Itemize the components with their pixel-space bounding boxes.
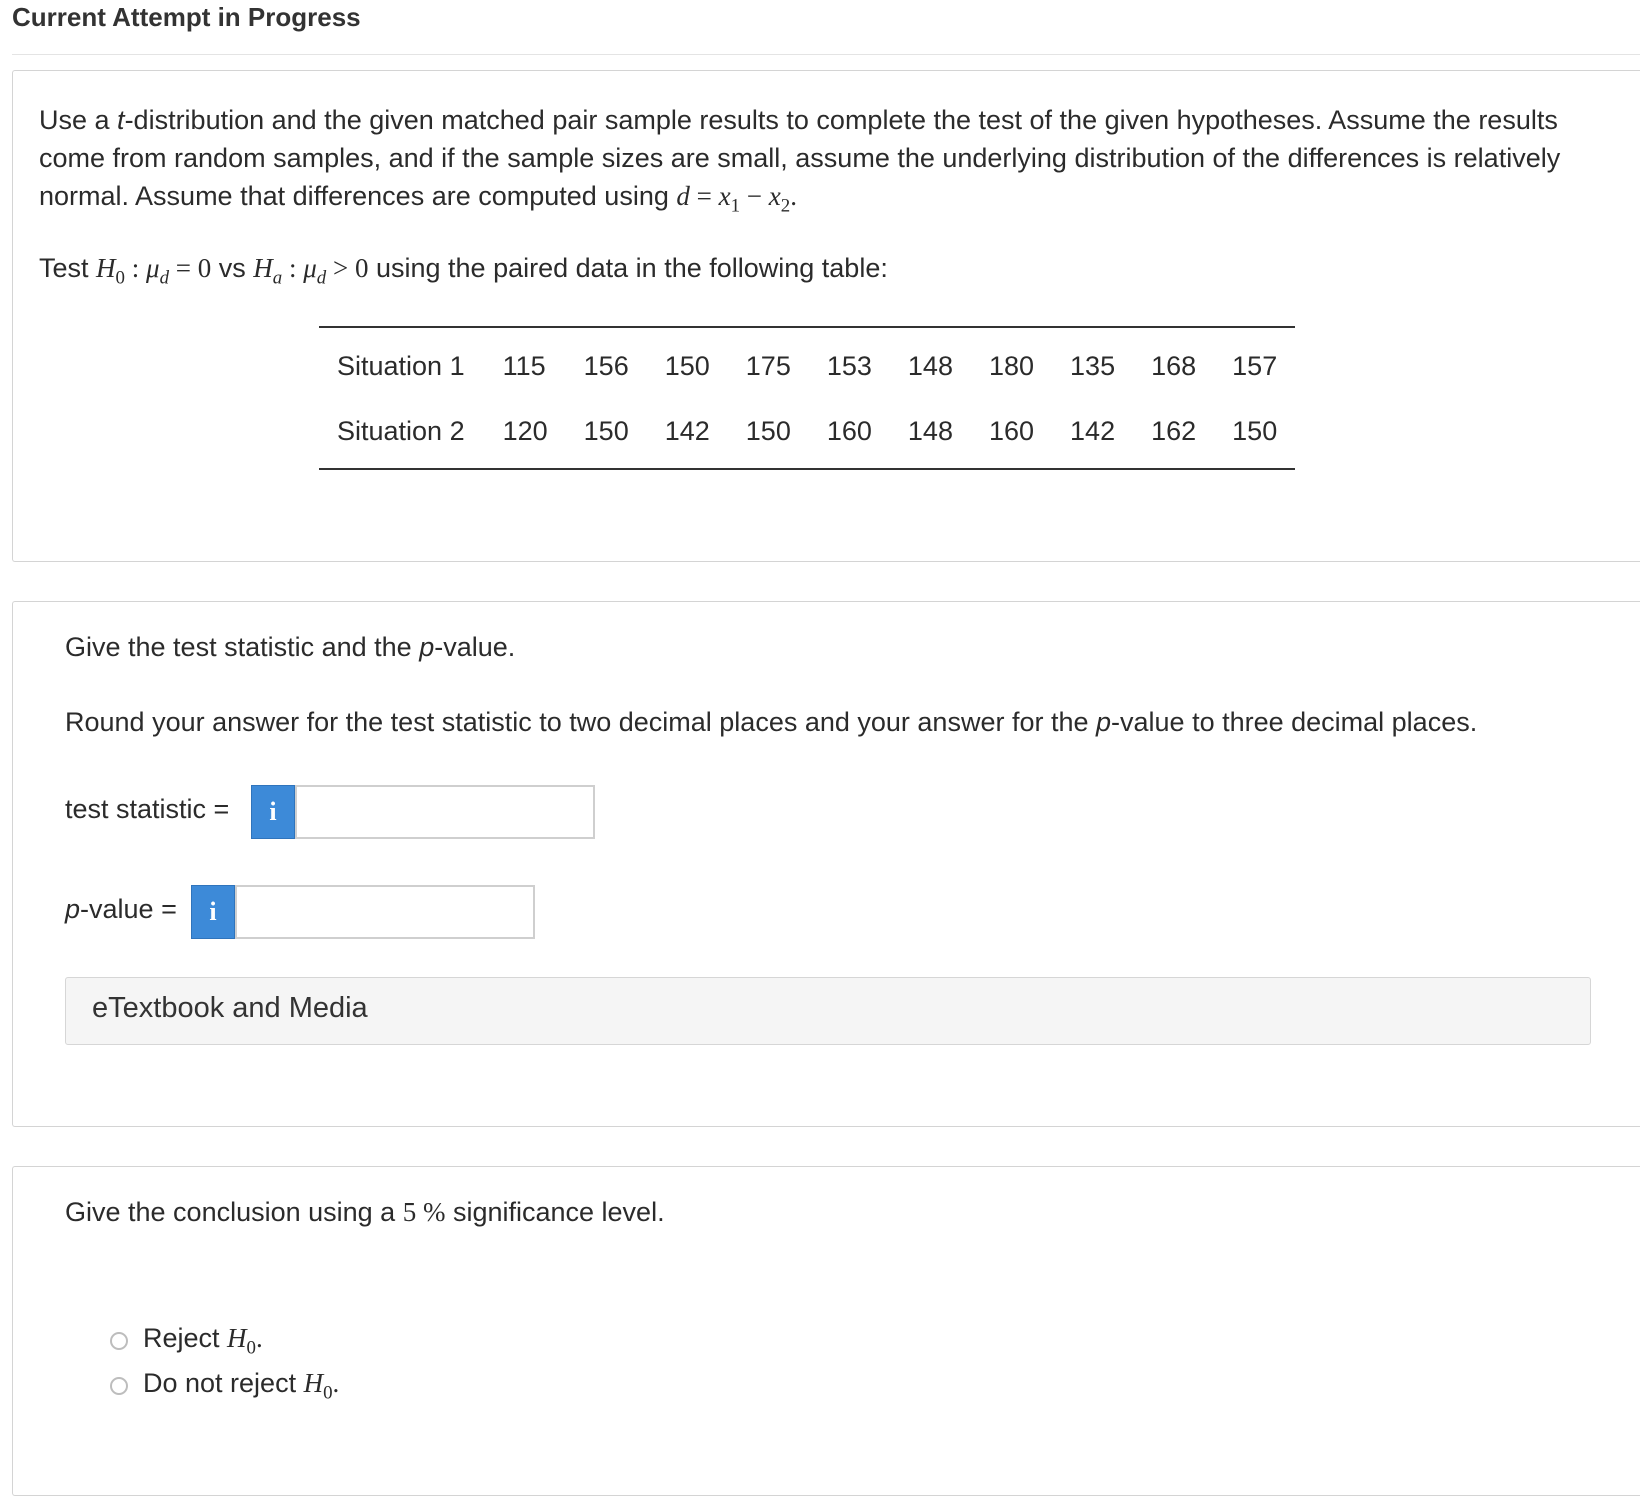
table-cell: 142 (664, 416, 710, 446)
problem-card (12, 70, 1640, 562)
test-statistic-label: test statistic = (65, 794, 230, 824)
do-not-reject-h0-radio[interactable] (110, 1377, 128, 1395)
table-cell: 135 (1070, 351, 1116, 381)
table-cell: 150 (745, 416, 791, 446)
table-cell: 162 (1151, 416, 1197, 446)
table-cell: 156 (583, 351, 629, 381)
page-header (12, 0, 1640, 55)
test-statistic-input[interactable] (295, 785, 595, 839)
table-cell: 150 (583, 416, 629, 446)
part1-card (12, 601, 1640, 1127)
reject-h0-label: Reject $H_0$. (143, 1323, 263, 1359)
part2-card (12, 1166, 1640, 1496)
option-do-not-reject-h0[interactable] (110, 1368, 339, 1404)
hypotheses-statement: Test $H_0$ : $\mu_d = 0$ vs $H_a$ : $\mu_d > 0$ using the paired data in the following table: (39, 253, 888, 289)
etextbook-media-label: eTextbook and Media (92, 992, 368, 1024)
etextbook-media-button[interactable] (65, 977, 1591, 1045)
table-cell: 175 (745, 351, 791, 381)
problem-intro: Use a t-distribution and the given matched pair sample results to complete the test of the given hypotheses. Assume the results come from random samples, and if the sample sizes are small, assume the underlying distribution of the differences is relatively normal. Assume that differences are computed using $d = x_1 - x_2$. (39, 105, 1561, 217)
table-cell: 153 (826, 351, 872, 381)
row-label: Situation 2 (337, 416, 465, 446)
conclusion-prompt: Give the conclusion using a 5 % significance level. (65, 1197, 665, 1227)
page-title: Current Attempt in Progress (12, 2, 361, 32)
part1-prompt: Give the test statistic and the p-value. (65, 632, 516, 662)
table-cell: 150 (664, 351, 710, 381)
table-cell: 120 (502, 416, 548, 446)
table-cell: 150 (1232, 416, 1278, 446)
table-cell: 180 (988, 351, 1035, 381)
paired-data-table (319, 326, 1295, 470)
table-cell: 142 (1070, 416, 1116, 446)
table-cell: 160 (988, 416, 1035, 446)
row-label: Situation 1 (337, 351, 465, 381)
table-row (319, 399, 1295, 469)
table-row (319, 327, 1295, 399)
table-cell: 148 (907, 351, 953, 381)
reject-h0-radio[interactable] (110, 1332, 128, 1350)
table-cell: 148 (907, 416, 953, 446)
pvalue-label: p-value = (65, 894, 177, 924)
rounding-instructions: Round your answer for the test statistic to two decimal places and your answer for the p-value to three decimal places. (65, 707, 1478, 737)
table-cell: 115 (502, 351, 546, 381)
option-reject-h0[interactable] (110, 1323, 263, 1359)
table-cell: 160 (826, 416, 872, 446)
test-statistic-info-icon[interactable]: i (251, 785, 295, 839)
do-not-reject-h0-label: Do not reject $H_0$. (143, 1368, 340, 1404)
pvalue-input[interactable] (235, 885, 535, 939)
pvalue-info-icon[interactable]: i (191, 885, 235, 939)
table-cell: 157 (1232, 351, 1278, 381)
table-cell: 168 (1151, 351, 1197, 381)
